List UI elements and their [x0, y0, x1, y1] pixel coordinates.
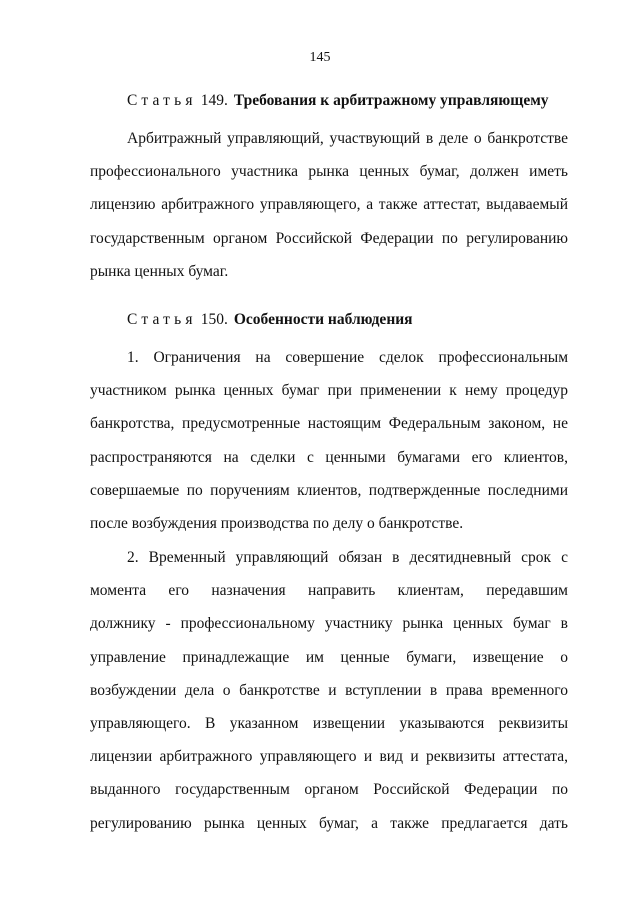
paragraph-line: регулированию рынка ценных бумаг, а также предлагается дать — [90, 814, 568, 832]
article-title: Особенности наблюдения — [233, 311, 413, 328]
article-title: Требования к арбитражному управляющему — [233, 92, 549, 109]
paragraph-line: управляющего. В указанном извещении указываются реквизиты — [90, 715, 568, 733]
article-number: 149. — [200, 92, 228, 109]
article-word: Статья — [127, 311, 197, 328]
article-word: Статья — [127, 92, 197, 109]
article-149-paragraph-1 — [90, 122, 568, 288]
paragraph-line: лицензии арбитражного управляющего и вид и реквизиты аттестата, — [90, 748, 568, 766]
article-150-paragraph-1 — [90, 341, 568, 540]
paragraph-line: рынка ценных бумаг. — [90, 262, 229, 280]
paragraph-line: должнику - профессиональному участнику рынка ценных бумаг в — [90, 615, 568, 633]
paragraph-line: 1. Ограничения на совершение сделок профессиональным — [127, 349, 568, 366]
paragraph-line: Арбитражный управляющий, участвующий в деле о банкротстве — [127, 130, 568, 147]
article-150-heading — [127, 311, 413, 329]
page-number: 145 — [309, 50, 331, 65]
paragraph-line: после возбуждения производства по делу о банкротстве. — [90, 515, 464, 533]
paragraph-line: распространяются на сделки с ценными бумагами его клиентов, — [90, 448, 568, 466]
paragraph-line: участником рынка ценных бумаг при применении к нему процедур — [90, 382, 568, 400]
paragraph-line: управление принадлежащие им ценные бумаги, извещение о — [90, 648, 568, 666]
paragraph-line: совершаемые по поручениям клиентов, подтвержденные последними — [90, 481, 568, 499]
paragraph-line: государственным органом Российской Федерации по регулированию — [90, 229, 568, 247]
article-number: 150. — [200, 311, 228, 328]
paragraph-line: возбуждении дела о банкротстве и вступлении в права временного — [90, 681, 568, 699]
article-149-heading — [127, 92, 549, 110]
paragraph-line: выданного государственным органом Российской Федерации по — [90, 781, 568, 799]
paragraph-line: профессионального участника рынка ценных бумаг, должен иметь — [90, 163, 568, 181]
paragraph-line: 2. Временный управляющий обязан в десятидневный срок с — [127, 549, 568, 566]
article-150-paragraph-2 — [90, 541, 568, 840]
paragraph-line: момента его назначения направить клиентам, передавшим — [90, 582, 568, 600]
paragraph-line: банкротства, предусмотренные настоящим Федеральным законом, не — [90, 415, 568, 433]
paragraph-line: лицензию арбитражного управляющего, а также аттестат, выдаваемый — [90, 196, 568, 214]
